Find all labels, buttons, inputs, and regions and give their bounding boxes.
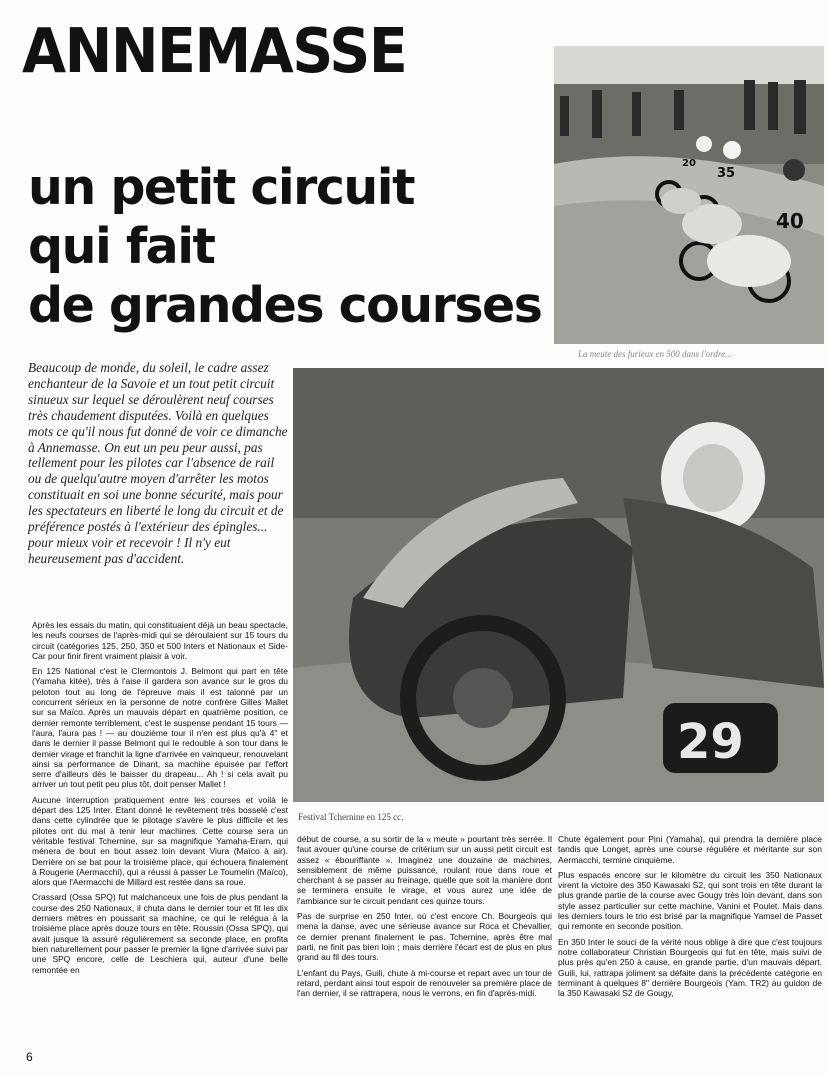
race-number-40: 40 xyxy=(776,209,804,233)
paragraph: En 125 National c'est le Clermontois J. Belmont qui part en tête (Yamaha kitée), très à l'aise il gardera son avance sur le gros du peloton tout au long de l'épreuve mais il est talonné par un concurrent sérieux en la personne de notre confrère Gilles Mallet sur sa Maïco. Après un mauvais départ en quatrième position, ce dernier remonte terriblement, c'est le suspense pendant 15 tours — l'aura, l'aura pas ! — au douzième tour il n'en est plus qu'à 4" et dans le dernier il passe Belmont qui le redouble à son tour dans le dernier virage et franchit la ligne d'arrivée en vainqueur, renouvelant ainsi sa performance de Dinant, sa machine épuisée par l'effort serre d'ailleurs dès le baisser du drapeau... Ah ! si cela avait pu arriver un tout petit peu plus tôt, doit penser Mallet ! xyxy=(32,666,288,790)
race-number-20: 20 xyxy=(682,158,696,169)
article-column-1 xyxy=(32,620,288,980)
article-column-3 xyxy=(558,834,822,1003)
page-subtitle xyxy=(28,158,548,335)
photo-race-pack xyxy=(554,46,824,344)
article-column-2 xyxy=(297,834,552,1003)
subtitle-line: qui fait xyxy=(28,218,215,275)
paragraph: Aucune interruption pratiquement entre les courses et voilà le départ des 125 Inter. Etant donné le revêtement très bosselé c'est dans cette cylindrée que le pilotage s'avère le plus difficile et les pilotes ont du mal à tenir leur machines. Cette course sera un véritable festival Tchernine, sur sa magnifique Yamaha-Eram, qui ménera de bout en bout assez loin devant Viura (Maïco à air). Derrière on se bat pour la troisième place, qui échouera finalement à Rougerie (Aermacchi), qui a réussi à passer Le Toumelin (Maïco), alors que l'Aermacchi de Millard est restée dans sa roue. xyxy=(32,794,288,888)
paragraph: Pas de surprise en 250 Inter, où c'est encore Ch. Bourgeois qui mena la danse, avec une sérieuse avance sur Roca et Chevallier, ce dernier prenant finalement le pas. Tchernine, après être mal parti, ne finit pas bien loin ; mais derrière l'écart est de plus en plus grand au fil des tours. xyxy=(297,911,552,963)
paragraph: L'enfant du Pays, Guili, chute à mi-course et repart avec un tour de retard, perdant ainsi tout espoir de renouveler sa première place de l'an dernier, il se rattrapera, nous le verrons, en fin d'après-midi. xyxy=(297,967,552,999)
subtitle-line: un petit circuit xyxy=(28,159,414,216)
subtitle-line: de grandes courses xyxy=(28,277,542,334)
paragraph: Après les essais du matin, qui constituaient déjà un beau spectacle, les neufs courses de l'après-midi qui se déroulaient sur 15 tours du circuit (catégories 125, 250, 350 et 500 Inters et Nationaux et Side-Car pour finir firent vraiment plaisir à voir. xyxy=(32,620,288,661)
photo-main-caption: Festival Tchernine en 125 cc. xyxy=(298,812,404,822)
page-title: ANNEMASSE xyxy=(22,15,407,88)
paragraph: Chute également pour Pini (Yamaha), qui prendra la dernière place tandis que Longet, après une course régulière et méritante sur son Aermacchi, termine cinquième. xyxy=(558,834,822,865)
paragraph: Crassard (Ossa SPQ) fut malchanceux une fois de plus pendant la course des 250 Nationaux, il chuta dans le dernier tour et fit les dix derniers mètres en poussant sa machine, ce qui le relégua à la troisième place après douze tours en tête. Roussin (Ossa SPQ), qui avait jusque là assuré régulièrement sa seconde place, en profita bien naturellement pour passer le premier la ligne d'arrivée suivi par une SPQ encore, celle de Leschiera qui, auteur d'une belle remontée en xyxy=(32,892,288,975)
intro-text: Beaucoup de monde, du soleil, le cadre assez enchanteur de la Savoie et un tout petit circuit sinueux sur lequel se déroulèrent neuf courses très chaudement disputées. Voilà en quelques mots ce qu'il nous fut donné de voir ce dimanche à Annemasse. On eut un peu peur aussi, pas tellement pour les pilotes car l'absence de rail ou de quelqu'autre moyen d'arrêter les motos constituait en soi une bonne sécurité, mais pour les spectateurs en liberté le long du circuit et de préférence postés à l'extérieur des épingles... pour mieux voir et recevoir ! Il n'y eut heureusement pas d'accident. xyxy=(28,360,288,566)
paragraph: Plus espacés encore sur le kilomètre du circuit les 350 Nationaux virent la victoire des 350 Kawasaki S2, qui sont trois en tête durant la plus grande partie de la course avec Gougy très loin devant, dans son style assez particulier sur cette machine, Vanini et Poulet. Mais dans les derniers tours le trio est brisé par la magnifique Yamsel de Passet qui remonte en seconde position. xyxy=(558,869,822,932)
paragraph: début de course, a su sortir de la « meute » pourtant très serrée. Il faut avouer qu'une course de critérium sur un aussi petit circuit est assez « ébouriffante ». Imaginez une douzaine de machines, sensiblement de même puissance, roulant roue dans roue et cherchant à se passer au freinage, quelle que soit la manière dont se terminera ensuite le virage, et vous aurez une idée de l'ambiance sur le circuit pendant ces quinze tours. xyxy=(297,834,552,906)
photo-top-caption: La meute des furieux en 500 dans l'ordre... xyxy=(578,349,732,359)
race-number-29: 29 xyxy=(677,714,744,770)
race-number-35: 35 xyxy=(717,166,736,181)
paragraph: En 350 Inter le souci de la vérité nous oblige à dire que c'est toujours notre collaborateur Christian Bourgeois qui fut en tête, mais suivi de plus près qu'en 250 à cause, en grande partie, d'un mauvais départ. Guili, lui, rattrapa joliment sa défaite dans la précédente catégorie en terminant à quelques 8" derrière Bourgeois (Yam. TR2) au guidon de la 350 Kawasaki S2 de Gougy, xyxy=(558,936,822,999)
photo-tchernine xyxy=(293,368,824,802)
page-number: 6 xyxy=(26,1050,33,1064)
